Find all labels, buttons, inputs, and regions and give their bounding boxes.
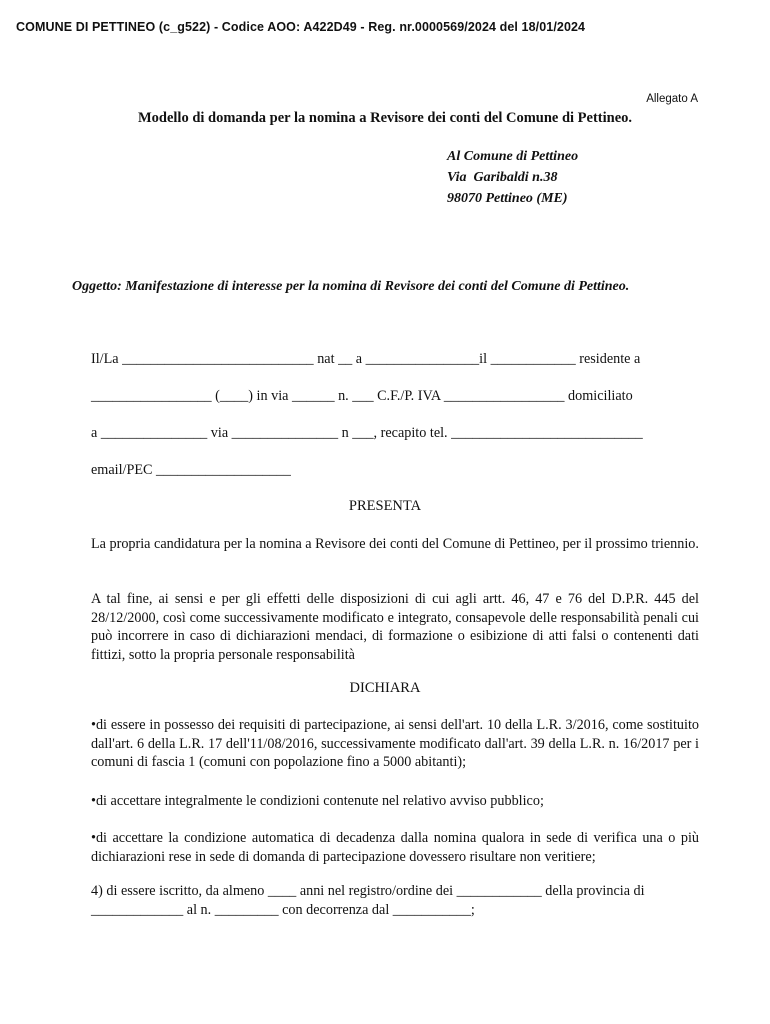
subject-line: Oggetto: Manifestazione di interesse per la nomina di Revisore dei conti del Comune di Pettineo. bbox=[72, 279, 630, 294]
document-title: Modello di domanda per la nomina a Revisore dei conti del Comune di Pettineo. bbox=[137, 110, 633, 126]
declaration-item-2: •di accettare integralmente le condizioni contenute nel relativo avviso pubblico; bbox=[91, 793, 544, 809]
protocol-stamp: COMUNE DI PETTINEO (c_g522) - Codice AOO: A422D49 - Reg. nr.0000569/2024 del 18/01/2024 bbox=[16, 20, 586, 34]
attachment-label: Allegato A bbox=[646, 93, 698, 105]
declaration-item-4-line-1: 4) di essere iscritto, da almeno ____ anni nel registro/ordine dei ____________ della provincia di bbox=[91, 883, 645, 899]
declaration-item-3: •di accettare la condizione automatica di decadenza dalla nomina qualora in sede di verifica una o più dichiarazioni rese in sede di domanda di partecipazione dovessero risultare non veritiere; bbox=[91, 830, 699, 865]
declaration-item-4-line-2: _____________ al n. _________ con decorrenza dal ___________; bbox=[91, 902, 475, 918]
candidacy-paragraph: La propria candidatura per la nomina a Revisore dei conti del Comune di Pettineo, per il prossimo triennio. bbox=[91, 536, 699, 552]
declaration-intro-paragraph: A tal fine, ai sensi e per gli effetti delle disposizioni di cui agli artt. 46, 47 e 76 del D.P.R. 445 del 28/12/2000, così come successivamente modificato e integrato, consapevole delle responsabilità penali cui può incorrere in caso di dichiarazioni mendaci, di formazione o esibizione di atti falsi o contenenti dati fittizi, sotto la propria personale responsabilità bbox=[91, 591, 699, 663]
recipient-address bbox=[447, 146, 578, 209]
presenta-heading: PRESENTA bbox=[348, 498, 422, 514]
form-line-2: _________________ (____) in via ______ n. ___ C.F./P. IVA _________________ domiciliato bbox=[91, 388, 633, 404]
dichiara-heading: DICHIARA bbox=[349, 680, 421, 696]
form-line-4: email/PEC ___________________ bbox=[91, 462, 291, 478]
declaration-item-1: •di essere in possesso dei requisiti di partecipazione, ai sensi dell'art. 10 della L.R. 3/2016, come sostituito dall'art. 6 della L.R. 17 dell'11/08/2016, successivamente modificato dall'art. 39 della L.R. n. 16/2017 per i comuni di fascia 1 (comuni con popolazione fino a 5000 abitanti); bbox=[91, 717, 699, 770]
recipient-line-1: Al Comune di Pettineo bbox=[447, 149, 579, 164]
recipient-line-3: 98070 Pettineo (ME) bbox=[447, 191, 568, 206]
form-line-1: Il/La ___________________________ nat __ a ________________il ____________ residente a bbox=[91, 351, 641, 367]
form-line-3: a _______________ via _______________ n ___, recapito tel. ___________________________ bbox=[91, 425, 643, 441]
recipient-line-2: Via Garibaldi n.38 bbox=[447, 170, 558, 185]
